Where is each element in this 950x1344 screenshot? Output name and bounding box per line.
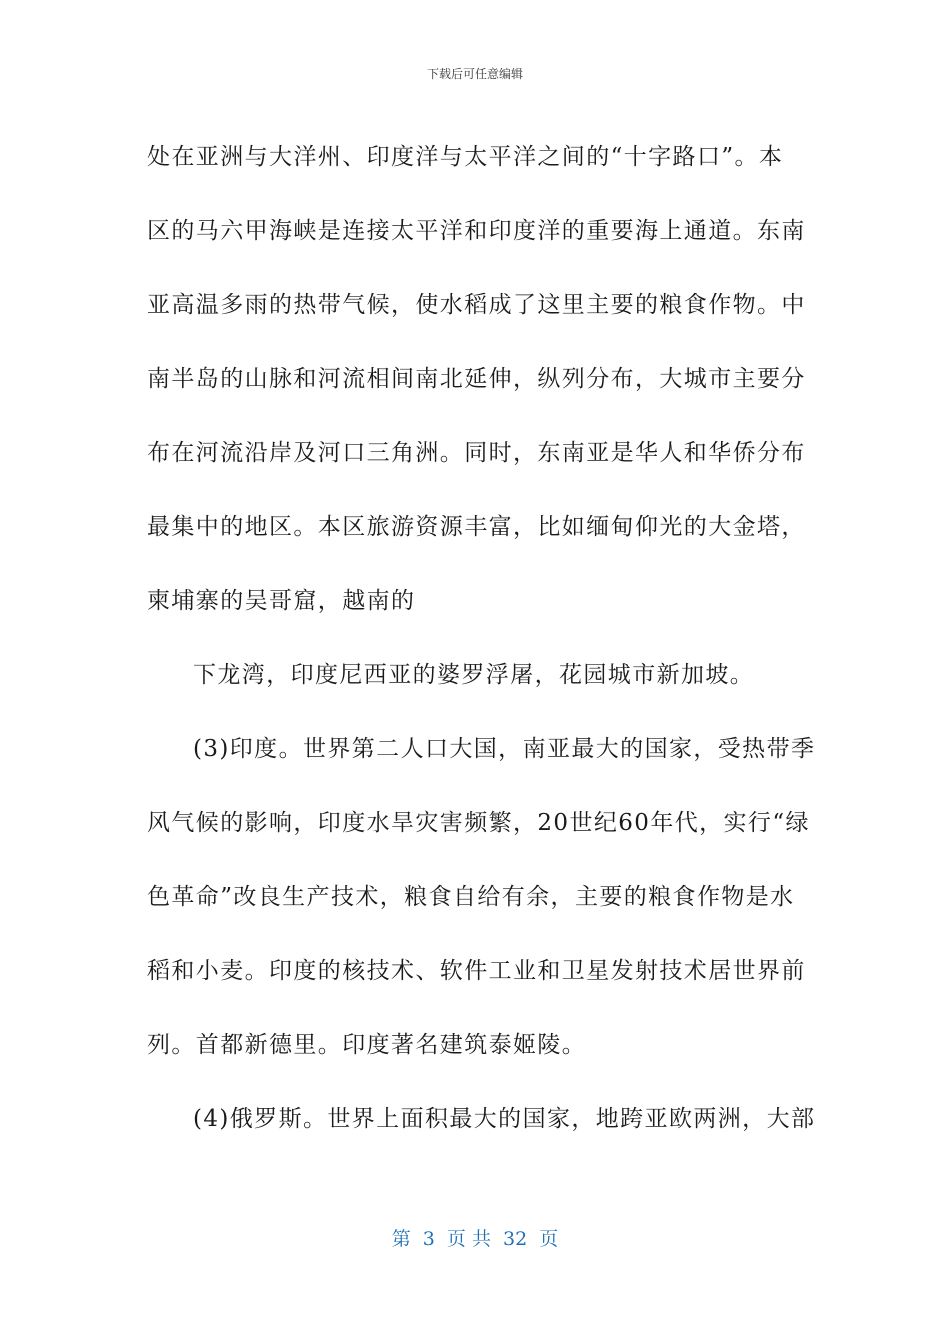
text-line: 亚高温多雨的热带气候，使水稻成了这里主要的粮食作物。中 [147, 292, 806, 318]
text-line: (3)印度。世界第二人口大国，南亚最大的国家，受热带季 [193, 736, 816, 762]
page-number-footer: 第 3 页 共 32 页 [391, 1228, 559, 1250]
text-line: 风气候的影响，印度水旱灾害频繁，20世纪60年代，实行“绿 [147, 810, 810, 836]
text-line: 区的马六甲海峡是连接太平洋和印度洋的重要海上通道。东南 [147, 218, 806, 244]
text-line: 南半岛的山脉和河流相间南北延伸，纵列分布，大城市主要分 [147, 366, 806, 392]
text-line: 列。首都新德里。印度著名建筑泰姬陵。 [147, 1032, 587, 1058]
text-line: 布在河流沿岸及河口三角洲。同时，东南亚是华人和华侨分布 [147, 440, 806, 466]
text-line: 处在亚洲与大洋州、印度洋与太平洋之间的“十字路口”。本 [147, 144, 784, 170]
text-line: 下龙湾，印度尼西亚的婆罗浮屠，花园城市新加坡。 [193, 662, 755, 688]
text-line: 色革命”改良生产技术，粮食自给有余，主要的粮食作物是水 [147, 884, 795, 910]
text-line: 柬埔寨的吴哥窟，越南的 [147, 588, 416, 614]
document-body [147, 120, 816, 1156]
text-line: (4)俄罗斯。世界上面积最大的国家，地跨亚欧两洲，大部 [193, 1106, 816, 1132]
text-line: 最集中的地区。本区旅游资源丰富，比如缅甸仰光的大金塔， [147, 514, 806, 540]
page-header: 下载后可任意编辑 [426, 67, 523, 81]
text-line: 稻和小麦。印度的核技术、软件工业和卫星发射技术居世界前 [147, 958, 806, 984]
